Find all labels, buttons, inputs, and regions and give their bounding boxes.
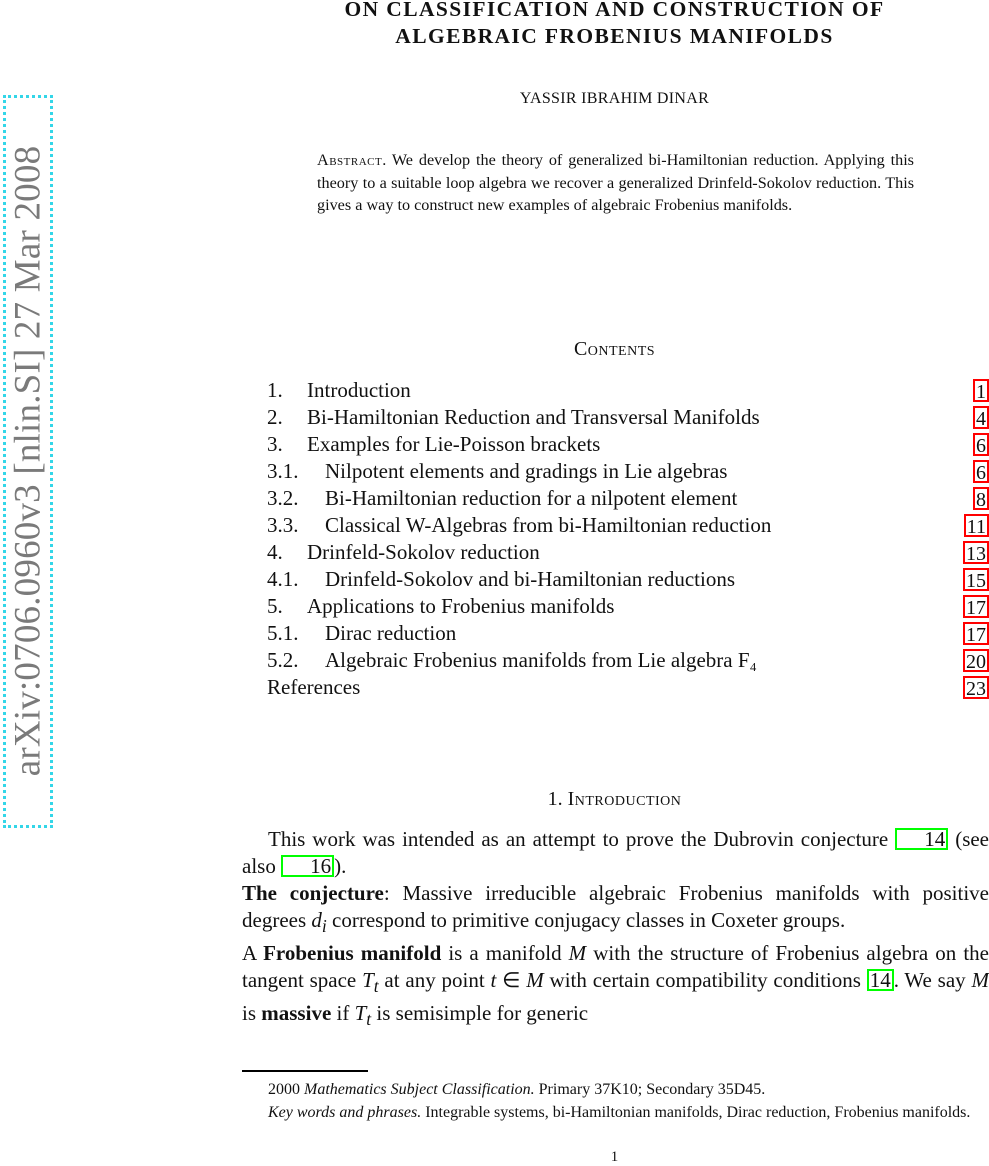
- text: ).: [334, 854, 347, 878]
- toc-entry-number: 3.3.: [267, 513, 299, 537]
- toc-page-link[interactable]: 11: [964, 514, 989, 537]
- math: T: [362, 968, 374, 993]
- bold-term: massive: [261, 1001, 332, 1026]
- toc-page-link[interactable]: 6: [973, 433, 989, 456]
- section-number: 1.: [547, 788, 563, 810]
- citation-link[interactable]: 14: [895, 828, 948, 850]
- text: : Massive irreducible algebraic Frobenius manifolds with positive degrees: [242, 881, 989, 932]
- toc-entry-number: 5.: [267, 594, 283, 618]
- text: Primary 37K10; Secondary 35D45.: [534, 1081, 766, 1098]
- toc-entry-number: 3.: [267, 432, 283, 456]
- text: is: [242, 1001, 262, 1026]
- paragraph-definition: [242, 940, 989, 1033]
- italic-label: Mathematics Subject Classification.: [304, 1081, 535, 1098]
- page-number: 1: [610, 1149, 619, 1165]
- toc-entry-number: 5.1.: [267, 621, 299, 645]
- toc-entry[interactable]: [267, 593, 989, 620]
- text: 2000: [268, 1081, 304, 1098]
- footnotes: [242, 1078, 989, 1124]
- toc-entry-number: 5.2.: [267, 648, 299, 672]
- text: with the structure of Frobenius algebra on the tangent space: [242, 941, 989, 993]
- footnote-keywords: [242, 1101, 989, 1124]
- toc-entry[interactable]: [267, 377, 989, 404]
- math: t: [490, 968, 497, 993]
- table-of-contents: [267, 377, 989, 701]
- toc-page-link[interactable]: 17: [963, 595, 989, 618]
- section-body: [242, 826, 989, 1034]
- citation-link[interactable]: 14: [867, 969, 894, 991]
- toc-page-link[interactable]: 1: [973, 379, 989, 402]
- toc-page-link[interactable]: 4: [973, 406, 989, 429]
- math-sub: i: [321, 916, 327, 937]
- bold-term: The conjecture: [242, 881, 384, 905]
- text: (see also: [242, 827, 989, 878]
- text: is semisimple for generic: [371, 1001, 589, 1026]
- text: at any point: [378, 968, 491, 993]
- math: M: [971, 968, 989, 993]
- citation-link[interactable]: 16: [281, 855, 334, 877]
- math: T: [354, 1001, 367, 1026]
- math-sub: t: [373, 976, 379, 997]
- math: ∈: [496, 968, 527, 993]
- paper-title: [240, 0, 989, 50]
- toc-page-link[interactable]: 17: [963, 622, 989, 645]
- toc-entry[interactable]: [267, 647, 989, 674]
- arxiv-stamp[interactable]: arXiv:0706.0960v3 [nlin.SI] 27 Mar 2008: [7, 145, 49, 777]
- toc-entry-label: Drinfeld-Sokolov and bi-Hamiltonian reductions: [325, 567, 736, 591]
- toc-entry[interactable]: [267, 431, 989, 458]
- toc-page-link[interactable]: 15: [963, 568, 989, 591]
- toc-entry-label: References: [267, 675, 361, 699]
- abstract: [317, 149, 914, 217]
- toc-entry-label: Examples for Lie-Poisson brackets: [307, 432, 601, 456]
- toc-entry[interactable]: [267, 512, 989, 539]
- text: with certain compatibility conditions: [543, 968, 867, 993]
- toc-entry-label: Applications to Frobenius manifolds: [307, 594, 615, 618]
- toc-entry-label: Algebraic Frobenius manifolds from Lie algebra F₄: [325, 648, 757, 672]
- toc-entry-label: Introduction: [307, 378, 411, 402]
- toc-entry-label: Classical W-Algebras from bi-Hamiltonian reduction: [325, 513, 772, 537]
- toc-page-link[interactable]: 8: [973, 487, 989, 510]
- math: d: [311, 908, 322, 932]
- author-name: YASSIR IBRAHIM DINAR: [519, 90, 710, 107]
- bold-term: Frobenius manifold: [263, 941, 442, 966]
- math: M: [568, 941, 587, 966]
- italic-label: Key words and phrases.: [268, 1104, 422, 1121]
- paragraph-conjecture: [242, 880, 989, 940]
- text: Integrable systems, bi-Hamiltonian manifolds, Dirac reduction, Frobenius manifolds.: [421, 1104, 971, 1121]
- text: correspond to primitive conjugacy classes in Coxeter groups.: [326, 908, 846, 932]
- toc-entry[interactable]: [267, 620, 989, 647]
- toc-page-link[interactable]: 6: [973, 460, 989, 483]
- abstract-label: Abstract: [317, 151, 383, 169]
- paragraph-1: [242, 826, 989, 880]
- toc-entry-number: 4.: [267, 540, 283, 564]
- title-line-1: ON CLASSIFICATION AND CONSTRUCTION OF: [344, 0, 885, 21]
- title-line-2: ALGEBRAIC FROBENIUS MANIFOLDS: [395, 24, 834, 48]
- text: . We say: [893, 968, 972, 993]
- toc-entry-label: Bi-Hamiltonian reduction for a nilpotent element: [325, 486, 738, 510]
- text: if: [331, 1001, 355, 1026]
- text: A: [242, 941, 264, 966]
- toc-entry[interactable]: [267, 674, 989, 701]
- toc-entry-number: 1.: [267, 378, 283, 402]
- footnote-rule: [242, 1070, 368, 1072]
- contents-title: Contents: [573, 338, 656, 360]
- math: M: [526, 968, 544, 993]
- toc-entry[interactable]: [267, 485, 989, 512]
- toc-entry-label: Drinfeld-Sokolov reduction: [307, 540, 540, 564]
- toc-entry[interactable]: [267, 458, 989, 485]
- toc-entry[interactable]: [267, 404, 989, 431]
- section-title: Introduction: [567, 788, 682, 810]
- toc-page-link[interactable]: 13: [963, 541, 989, 564]
- toc-entry-number: 4.1.: [267, 567, 299, 591]
- toc-page-link[interactable]: 20: [963, 649, 989, 672]
- toc-entry-label: Bi-Hamiltonian Reduction and Transversal Manifolds: [307, 405, 760, 429]
- toc-entry-number: 2.: [267, 405, 283, 429]
- toc-entry[interactable]: [267, 566, 989, 593]
- toc-entry-number: 3.2.: [267, 486, 299, 510]
- math-sub: t: [366, 1009, 372, 1030]
- text: is a manifold: [441, 941, 569, 966]
- toc-entry-number: 3.1.: [267, 459, 299, 483]
- toc-page-link[interactable]: 23: [963, 676, 989, 699]
- toc-entry-label: Dirac reduction: [325, 621, 457, 645]
- abstract-text: . We develop the theory of generalized bi-Hamiltonian reduction. Applying this theory to a suitable loop algebra we recover a generalized Drinfeld-Sokolov reduction. This gives a way to construct new examples of algebraic Frobenius manifolds.: [317, 151, 914, 215]
- toc-entry[interactable]: [267, 539, 989, 566]
- section-heading: [240, 788, 989, 811]
- text: This work was intended as an attempt to prove the Dubrovin conjecture: [268, 827, 889, 851]
- footnote-msc: [242, 1078, 989, 1101]
- toc-entry-label: Nilpotent elements and gradings in Lie algebras: [325, 459, 728, 483]
